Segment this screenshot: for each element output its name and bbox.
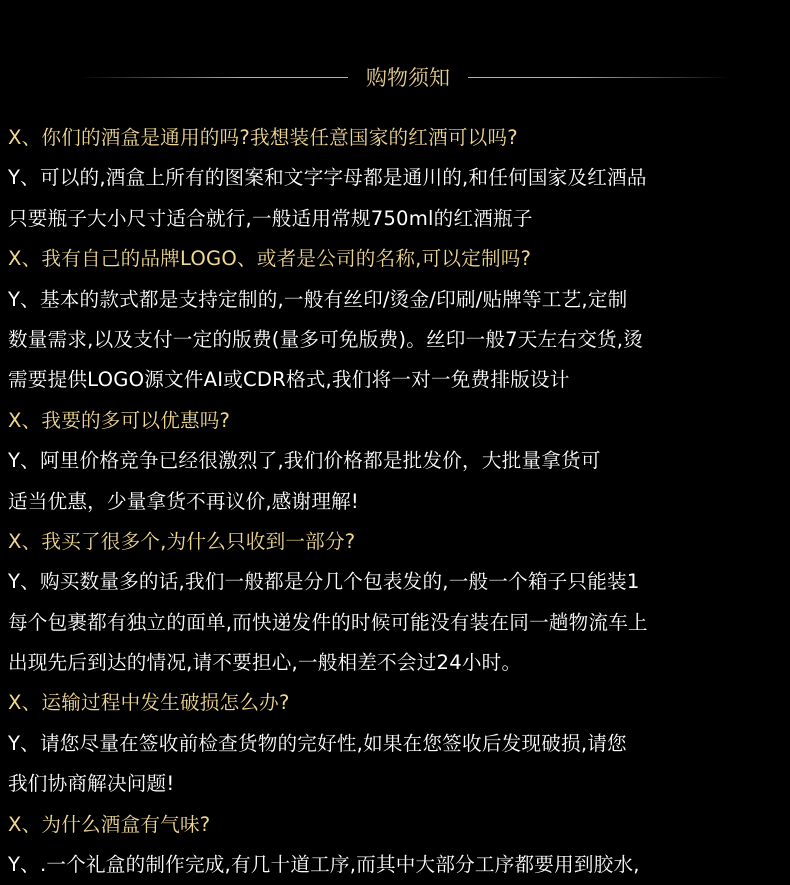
faq-answer-2-line-1: Y、基本的款式都是支持定制的,一般有丝印/烫金/印刷/贴牌等工艺,定制 [8, 287, 628, 311]
header-divider-left [80, 77, 348, 78]
section-header [0, 58, 790, 98]
faq-answer-4-line-2: 每个包裹都有独立的面单,而快递发件的时候可能没有装在同一趟物流车上 [8, 610, 648, 634]
faq-answer-5-line-2: 我们协商解决问题! [8, 772, 175, 796]
faq-question-4: X、我买了很多个,为什么只收到一部分? [8, 529, 356, 553]
faq-question-3: X、我要的多可以优惠吗? [8, 408, 231, 432]
faq-answer-4-line-1: Y、购买数量多的话,我们一般都是分几个包表发的,一般一个箱子只能装1 [8, 570, 640, 594]
faq-answer-3-line-2: 适当优惠，少量拿货不再议价,感谢理解! [8, 489, 359, 513]
page-title: 购物须知 [366, 66, 450, 90]
faq-answer-4-line-3: 出现先后到达的情况,请不要担心,一般相差不会过24小时。 [8, 651, 522, 675]
faq-answer-2-line-3: 需要提供LOGO源文件AI或CDR格式,我们将一对一免费排版设计 [8, 368, 570, 392]
faq-question-1: X、你们的酒盒是通用的吗?我想装任意国家的红酒可以吗? [8, 126, 518, 149]
faq-answer-2-line-2: 数量需求,以及支付一定的版费(量多可免版费)。丝印一般7天左右交货,烫 [8, 327, 644, 351]
faq-question-2: X、我有自己的品牌LOGO、或者是公司的名称,可以定制吗? [8, 247, 532, 271]
faq-question-5: X、运输过程中发生破损怎么办? [8, 691, 290, 715]
faq-answer-1-line-2: 只要瓶子大小尺寸适合就行,一般适用常规750ml的红酒瓶子 [8, 206, 533, 230]
faq-list [8, 118, 788, 885]
faq-question-6: X、为什么酒盒有气味? [8, 812, 211, 836]
faq-answer-3-line-1: Y、阿里价格竞争已经很激烈了,我们价格都是批发价，大批量拿货可 [8, 449, 601, 473]
faq-answer-1-line-1: Y、可以的,酒盒上所有的图案和文字字母都是通川的,和任何国家及红酒品 [8, 166, 647, 190]
header-divider-right [468, 77, 730, 78]
faq-answer-6-line-1: Y、.一个礼盒的制作完成,有几十道工序,而其中大部分工序都要用到胶水, [8, 853, 640, 877]
faq-answer-5-line-1: Y、请您尽量在签收前检查货物的完好性,如果在您签收后发现破损,请您 [8, 731, 627, 755]
